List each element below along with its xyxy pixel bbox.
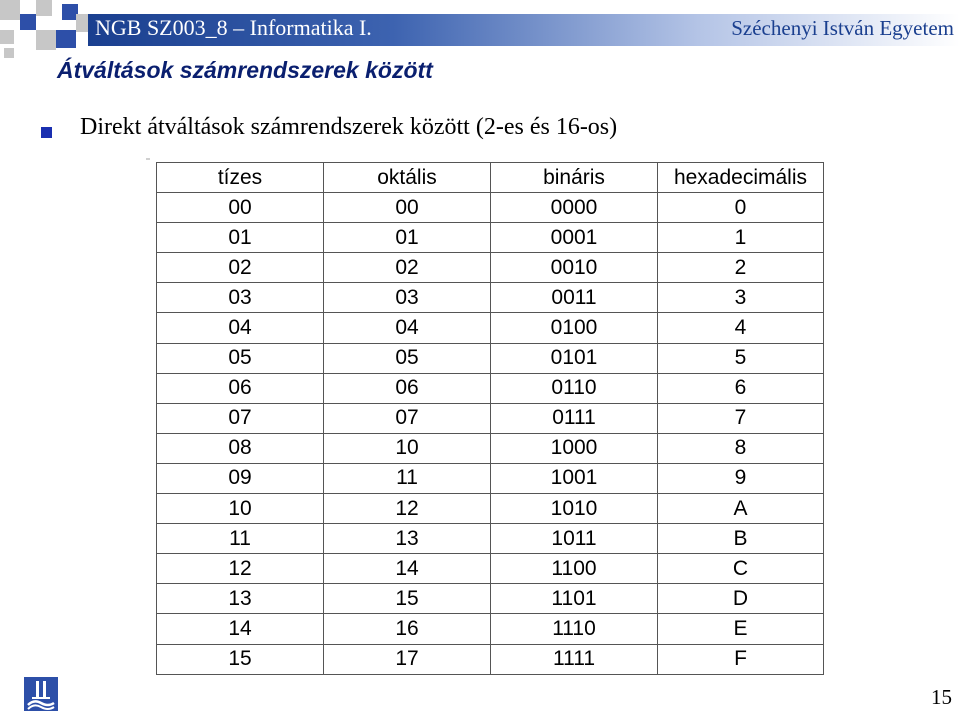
- cell-binary: 1011: [491, 524, 658, 554]
- cell-octal: 05: [324, 343, 491, 373]
- cell-decimal: 12: [157, 554, 324, 584]
- logo-square-gray-3: [0, 30, 14, 44]
- cell-hexadecimal: D: [658, 584, 824, 614]
- table-row: [157, 554, 824, 584]
- table-row: [157, 193, 824, 223]
- header-binary: bináris: [491, 163, 658, 193]
- cell-octal: 11: [324, 463, 491, 493]
- table-row: [157, 433, 824, 463]
- cell-hexadecimal: 8: [658, 433, 824, 463]
- cell-binary: 0111: [491, 403, 658, 433]
- cell-binary: 0101: [491, 343, 658, 373]
- cell-hexadecimal: 0: [658, 193, 824, 223]
- bullet-square-icon: [41, 127, 52, 138]
- cell-binary: 0001: [491, 223, 658, 253]
- cell-hexadecimal: 9: [658, 463, 824, 493]
- cell-binary: 0011: [491, 283, 658, 313]
- cell-octal: 02: [324, 253, 491, 283]
- number-system-table: [156, 162, 824, 675]
- table-row: [157, 373, 824, 403]
- cell-hexadecimal: A: [658, 494, 824, 524]
- cell-hexadecimal: E: [658, 614, 824, 644]
- cell-hexadecimal: B: [658, 524, 824, 554]
- cell-hexadecimal: 5: [658, 343, 824, 373]
- cell-binary: 0100: [491, 313, 658, 343]
- cell-binary: 1100: [491, 554, 658, 584]
- table-row: [157, 524, 824, 554]
- table-row: [157, 313, 824, 343]
- cell-decimal: 02: [157, 253, 324, 283]
- cell-binary: 1110: [491, 614, 658, 644]
- cell-decimal: 09: [157, 463, 324, 493]
- cell-decimal: 06: [157, 373, 324, 403]
- cell-hexadecimal: 2: [658, 253, 824, 283]
- table-row: [157, 494, 824, 524]
- cell-octal: 17: [324, 644, 491, 674]
- table-row: [157, 403, 824, 433]
- cell-hexadecimal: 1: [658, 223, 824, 253]
- cell-binary: 0000: [491, 193, 658, 223]
- cell-decimal: 04: [157, 313, 324, 343]
- course-title: NGB SZ003_8 – Informatika I.: [95, 15, 372, 40]
- cell-octal: 00: [324, 193, 491, 223]
- cell-octal: 03: [324, 283, 491, 313]
- table-row: [157, 343, 824, 373]
- cell-octal: 12: [324, 494, 491, 524]
- cell-binary: 1010: [491, 494, 658, 524]
- logo-square-blue-3: [56, 30, 76, 48]
- logo-square-blue-1: [20, 14, 36, 30]
- cell-decimal: 13: [157, 584, 324, 614]
- logo-square-gray-2: [36, 0, 52, 16]
- cell-octal: 04: [324, 313, 491, 343]
- table-shadow: [146, 158, 150, 160]
- university-logo-icon: [22, 675, 60, 713]
- cell-decimal: 00: [157, 193, 324, 223]
- cell-decimal: 03: [157, 283, 324, 313]
- cell-decimal: 08: [157, 433, 324, 463]
- cell-decimal: 01: [157, 223, 324, 253]
- logo-square-gray-4: [36, 30, 56, 50]
- cell-decimal: 10: [157, 494, 324, 524]
- cell-binary: 1111: [491, 644, 658, 674]
- cell-octal: 13: [324, 524, 491, 554]
- cell-binary: 1101: [491, 584, 658, 614]
- cell-octal: 10: [324, 433, 491, 463]
- cell-octal: 15: [324, 584, 491, 614]
- cell-hexadecimal: 4: [658, 313, 824, 343]
- header-hexadecimal: hexadecimális: [658, 163, 824, 193]
- cell-binary: 1000: [491, 433, 658, 463]
- logo-square-gray-5: [4, 48, 14, 58]
- cell-decimal: 15: [157, 644, 324, 674]
- cell-octal: 16: [324, 614, 491, 644]
- cell-hexadecimal: C: [658, 554, 824, 584]
- logo-square-gray-1: [0, 0, 20, 20]
- header-octal: oktális: [324, 163, 491, 193]
- cell-decimal: 07: [157, 403, 324, 433]
- table-row: [157, 584, 824, 614]
- table-row: [157, 614, 824, 644]
- university-name: Széchenyi István Egyetem: [731, 16, 954, 40]
- table-row: [157, 253, 824, 283]
- table-header-row: [157, 163, 824, 193]
- page-number: 15: [931, 685, 952, 709]
- cell-octal: 01: [324, 223, 491, 253]
- cell-binary: 1001: [491, 463, 658, 493]
- table-row: [157, 644, 824, 674]
- cell-decimal: 14: [157, 614, 324, 644]
- cell-octal: 06: [324, 373, 491, 403]
- table-row: [157, 223, 824, 253]
- cell-hexadecimal: 3: [658, 283, 824, 313]
- cell-decimal: 11: [157, 524, 324, 554]
- cell-hexadecimal: 7: [658, 403, 824, 433]
- cell-binary: 0010: [491, 253, 658, 283]
- bullet-text: Direkt átváltások számrendszerek között (2-es és 16-os): [80, 114, 618, 140]
- cell-hexadecimal: 6: [658, 373, 824, 403]
- cell-hexadecimal: F: [658, 644, 824, 674]
- logo-square-gray-6: [76, 14, 88, 32]
- page-title: Átváltások számrendszerek között: [57, 57, 433, 83]
- cell-octal: 07: [324, 403, 491, 433]
- table-row: [157, 283, 824, 313]
- header-decimal: tízes: [157, 163, 324, 193]
- table-row: [157, 463, 824, 493]
- cell-decimal: 05: [157, 343, 324, 373]
- cell-octal: 14: [324, 554, 491, 584]
- cell-binary: 0110: [491, 373, 658, 403]
